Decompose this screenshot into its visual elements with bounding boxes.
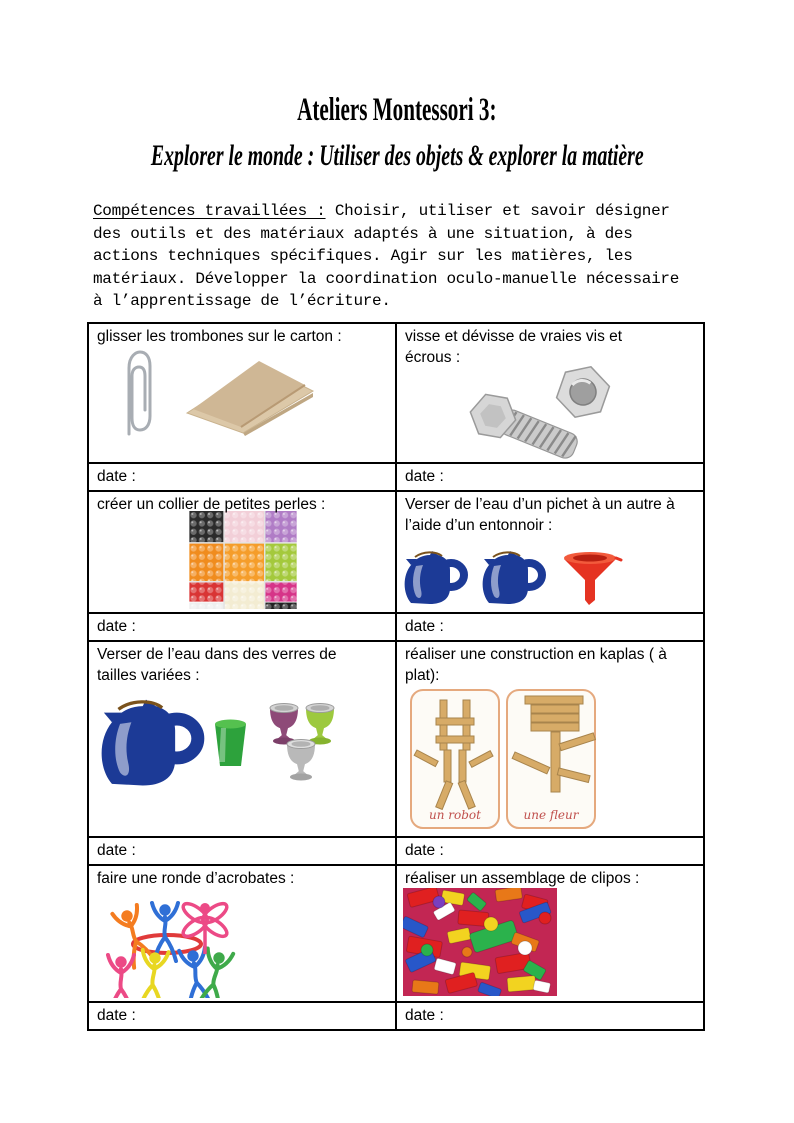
- kapla-cards-image: [409, 688, 599, 832]
- skills-paragraph: [93, 200, 693, 313]
- skills-body: Choisir, utiliser et savoir désigner des outils et des matériaux adaptés à une situation, à des actions techniques spécifiques. Agir sur les matières, les matériaux. Développer la coordination oculo-manuelle nécessaire à l’apprentissage de l’écriture.: [93, 202, 679, 310]
- activity-label: Verser de l’eau d’un pichet à un autre à l’aide d’un entonnoir :: [405, 495, 675, 534]
- activity-label: faire une ronde d’acrobates :: [97, 869, 295, 887]
- kapla-card-label-robot: un robot: [429, 807, 481, 822]
- paperclip-image: [118, 348, 160, 442]
- activity-cell-entonnoir: [396, 491, 704, 613]
- date-cell: [396, 837, 704, 865]
- date-label: date :: [405, 1006, 444, 1024]
- date-label: date :: [97, 617, 136, 635]
- activity-cell-perles: [88, 491, 396, 613]
- table-row: [88, 613, 704, 641]
- beads-tray-image: [185, 511, 301, 609]
- cardboard-image: [185, 357, 317, 437]
- skills-lead: Compétences travaillées :: [93, 202, 326, 220]
- date-label: date :: [405, 841, 444, 859]
- activities-table: [87, 322, 705, 1031]
- table-row: [88, 1002, 704, 1030]
- activity-label: créer un collier de petites perles :: [97, 495, 326, 513]
- date-cell: [88, 463, 396, 491]
- bolt-and-nut-image: [465, 366, 620, 461]
- date-cell: [88, 1002, 396, 1030]
- acrobats-image: [101, 892, 243, 998]
- activity-label: glisser les trombones sur le carton :: [97, 327, 342, 345]
- date-label: date :: [405, 617, 444, 635]
- page-title: Ateliers Montessori 3:: [297, 92, 497, 128]
- activity-label: visse et dévisse de vraies vis et écrous :: [405, 327, 623, 366]
- table-row: [88, 641, 704, 837]
- date-cell: [396, 1002, 704, 1030]
- activity-cell-kaplas: [396, 641, 704, 837]
- activity-label: réaliser un assemblage de clipos :: [405, 869, 640, 887]
- kapla-card-label-fleur: une fleur: [523, 807, 579, 822]
- date-label: date :: [405, 467, 444, 485]
- table-row: [88, 323, 704, 463]
- activity-cell-verres: [88, 641, 396, 837]
- activity-label: réaliser une construction en kaplas ( à plat):: [405, 645, 667, 684]
- date-label: date :: [97, 467, 136, 485]
- date-label: date :: [97, 841, 136, 859]
- date-cell: [88, 613, 396, 641]
- table-row: [88, 837, 704, 865]
- date-label: date :: [97, 1006, 136, 1024]
- activity-cell-clipos: [396, 865, 704, 1002]
- pitcher-cup-eggcups-image: [97, 692, 351, 804]
- activity-cell-vis-ecrous: [396, 323, 704, 463]
- table-row: [88, 491, 704, 613]
- date-cell: [396, 613, 704, 641]
- activity-cell-acrobates: [88, 865, 396, 1002]
- page-subtitle: Explorer le monde : Utiliser des objets & explorer la matière: [150, 139, 644, 172]
- clipos-image: [403, 888, 557, 996]
- activity-cell-trombones: [88, 323, 396, 463]
- table-row: [88, 463, 704, 491]
- table-row: [88, 865, 704, 1002]
- date-cell: [396, 463, 704, 491]
- date-cell: [88, 837, 396, 865]
- pitchers-and-funnel-image: [403, 548, 625, 608]
- activity-label: Verser de l’eau dans des verres de tailles variées :: [97, 645, 337, 684]
